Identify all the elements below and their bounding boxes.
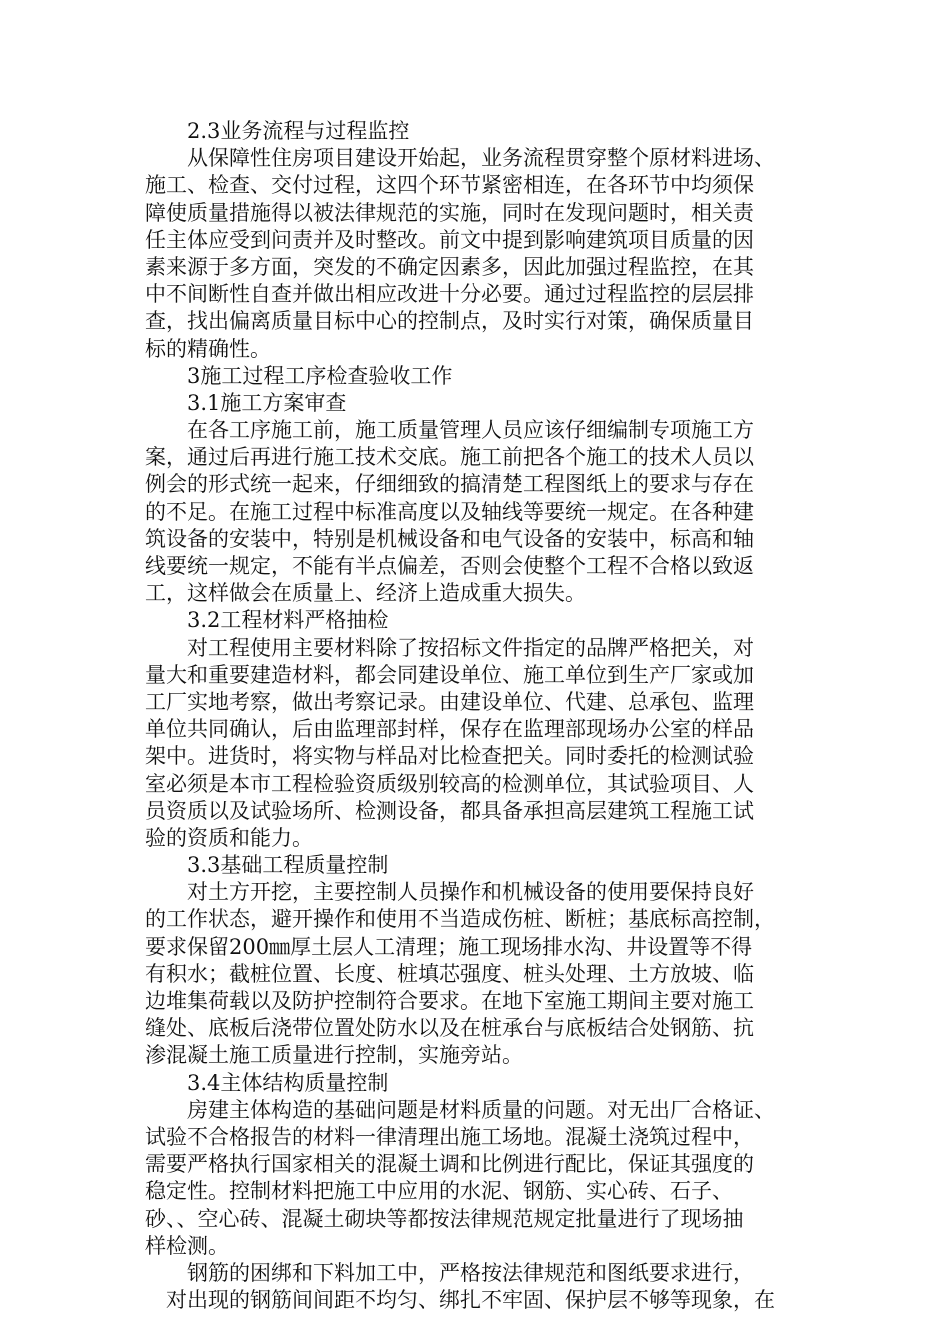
text-line: 砂、、空心砖、混凝土砌块等都按法律规范规定批量进行了现场抽 bbox=[145, 1206, 744, 1231]
text-line: 对出现的钢筋间间距不均匀、绑扎不牢固、保护层不够等现象，在 bbox=[166, 1288, 775, 1313]
text-line: 室必须是本市工程检验资质级别较高的检测单位，其试验项目、人 bbox=[145, 771, 754, 796]
section-heading: 3.2工程材料严格抽检 bbox=[187, 608, 389, 633]
text-line: 需要严格执行国家相关的混凝土调和比例进行配比，保证其强度的 bbox=[145, 1152, 754, 1177]
text-line: 素来源于多方面，突发的不确定因素多，因此加强过程监控，在其 bbox=[145, 254, 754, 279]
text-line: 样检测。 bbox=[145, 1233, 229, 1258]
text-line: 单位共同确认，后由监理部封样，保存在监理部现场办公室的样品 bbox=[145, 717, 754, 742]
text-line: 查，找出偏离质量目标中心的控制点，及时实行对策，确保质量目 bbox=[145, 309, 754, 334]
section-heading: 3.4主体结构质量控制 bbox=[187, 1070, 389, 1095]
section-heading: 3.1施工方案审查 bbox=[187, 390, 347, 415]
text-line: 线要统一规定，不能有半点偏差，否则会使整个工程不合格以致返 bbox=[145, 554, 754, 578]
text-line: 量大和重要建造材料，都会同建设单位、施工单位到生产厂家或加 bbox=[145, 662, 754, 687]
text-line: 渗混凝土施工质量进行控制，实施旁站。 bbox=[145, 1043, 523, 1068]
text-line: 筑设备的安装中，特别是机械设备和电气设备的安装中，标高和轴 bbox=[145, 526, 754, 551]
text-line: 标的精确性。 bbox=[145, 336, 271, 361]
text-line: 缝处、底板后浇带位置处防水以及在桩承台与底板结合处钢筋、抗 bbox=[145, 1016, 754, 1041]
text-line: 边堆集荷载以及防护控制符合要求。在地下室施工期间主要对施工 bbox=[145, 989, 754, 1013]
text-line: 对土方开挖，主要控制人员操作和机械设备的使用要保持良好 bbox=[187, 880, 754, 905]
text-line: 在各工序施工前，施工质量管理人员应该仔细编制专项施工方 bbox=[187, 418, 754, 443]
text-line: 施工、检查、交付过程，这四个环节紧密相连，在各环节中均须保 bbox=[145, 173, 754, 198]
text-line: 工厂实地考察，做出考察记录。由建设单位、代建、总承包、监理 bbox=[145, 689, 754, 714]
text-line: 稳定性。控制材料把施工中应用的水泥、钢筋、实心砖、石子、 bbox=[145, 1179, 733, 1204]
section-heading: 3.3基础工程质量控制 bbox=[187, 853, 389, 878]
text-line: 例会的形式统一起来，仔细细致的搞清楚工程图纸上的要求与存在 bbox=[145, 472, 754, 497]
text-line: 验的资质和能力。 bbox=[145, 825, 313, 850]
text-line: 的工作状态，避开操作和使用不当造成伤桩、断桩；基底标高控制， bbox=[145, 907, 775, 932]
text-line: 障使质量措施得以被法律规范的实施，同时在发现问题时，相关责 bbox=[145, 200, 754, 225]
text-line: 案，通过后再进行施工技术交底。施工前把各个施工的技术人员以 bbox=[145, 445, 754, 470]
text-line: 对工程使用主要材料除了按招标文件指定的品牌严格把关，对 bbox=[187, 635, 754, 660]
text-line: 员资质以及试验场所、检测设备，都具备承担高层建筑工程施工试 bbox=[145, 798, 754, 823]
text-line: 中不间断性自查并做出相应改进十分必要。通过过程监控的层层排 bbox=[145, 282, 754, 307]
document-body bbox=[145, 118, 805, 1314]
text-line: 房建主体构造的基础问题是材料质量的问题。对无出厂合格证、 bbox=[187, 1097, 775, 1122]
text-line: 钢筋的困绑和下料加工中，严格按法律规范和图纸要求进行， bbox=[187, 1260, 754, 1285]
text-line: 工，这样做会在质量上、经济上造成重大损失。 bbox=[145, 581, 586, 606]
section-heading: 3施工过程工序检查验收工作 bbox=[187, 363, 453, 388]
text-line: 有积水；截桩位置、长度、桩填芯强度、桩头处理、土方放坡、临 bbox=[145, 961, 754, 986]
text-line: 要求保留200㎜厚土层人工清理；施工现场排水沟、井设置等不得 bbox=[145, 934, 753, 959]
text-line: 从保障性住房项目建设开始起，业务流程贯穿整个原材料进场、 bbox=[187, 146, 775, 171]
text-line: 架中。进货时，将实物与样品对比检查把关。同时委托的检测试验 bbox=[145, 744, 754, 769]
text-line: 的不足。在施工过程中标准高度以及轴线等要统一规定。在各种建 bbox=[145, 499, 754, 524]
section-heading: 2.3业务流程与过程监控 bbox=[187, 119, 410, 143]
text-line: 任主体应受到问责并及时整改。前文中提到影响建筑项目质量的因 bbox=[145, 227, 754, 252]
text-line: 试验不合格报告的材料一律清理出施工场地。混凝土浇筑过程中， bbox=[145, 1124, 754, 1149]
